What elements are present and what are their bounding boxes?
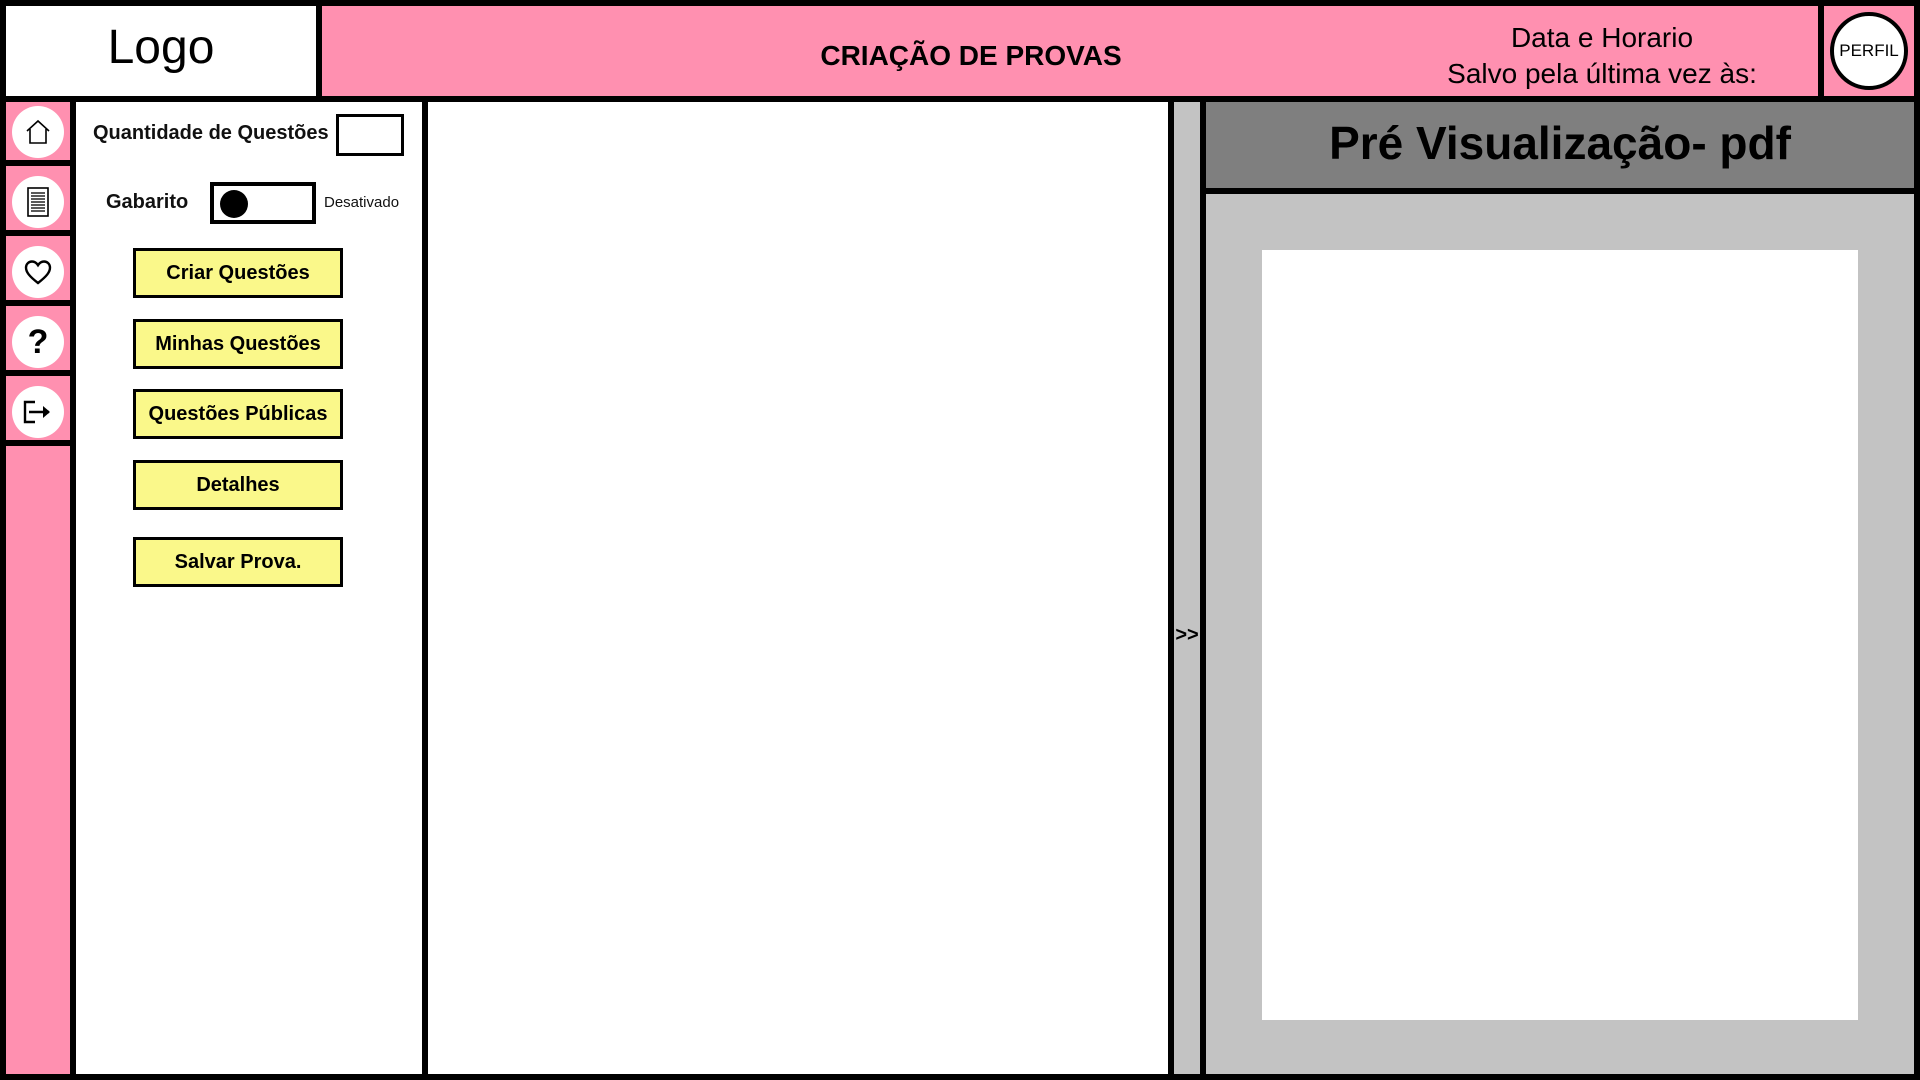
header-bar (322, 6, 1818, 96)
home-icon (23, 117, 53, 147)
pdf-preview-panel (1206, 194, 1914, 1074)
exam-controls-panel (76, 102, 422, 1074)
page-title: CRIAÇÃO DE PROVAS (820, 40, 1122, 71)
help-button[interactable] (12, 316, 64, 368)
preview-header (1206, 102, 1914, 188)
nav-item-exams (6, 172, 70, 236)
nav-item-logout (6, 382, 70, 446)
document-list-icon (23, 185, 53, 219)
answer-key-toggle[interactable] (210, 182, 316, 224)
logout-icon (21, 397, 55, 427)
home-button[interactable] (12, 106, 64, 158)
question-quantity-label: Quantidade de Questões (93, 122, 329, 144)
last-saved-label: Salvo pela última vez às: (1447, 58, 1757, 89)
help-icon: ? (27, 322, 49, 361)
answer-key-status: Desativado (324, 194, 400, 211)
nav-item-home (6, 102, 70, 166)
icon-sidebar (6, 102, 70, 1074)
save-datetime-label: Data e Horario (1510, 22, 1694, 53)
pdf-page (1262, 250, 1858, 1020)
logo-area (6, 6, 316, 96)
collapse-arrows-icon: >> (1175, 624, 1199, 646)
favorites-button[interactable] (12, 246, 64, 298)
nav-item-help (6, 312, 70, 376)
toggle-knob (220, 190, 248, 218)
nav-item-favorites (6, 242, 70, 306)
exam-editor-area[interactable] (428, 102, 1168, 1074)
answer-key-label: Gabarito (106, 191, 189, 213)
save-exam-button[interactable]: Salvar Prova. (133, 537, 343, 587)
preview-collapse-toggle[interactable] (1174, 102, 1200, 1074)
details-button[interactable]: Detalhes (133, 460, 343, 510)
logo: Logo (107, 21, 215, 74)
profile-button[interactable]: PERFIL (1830, 12, 1908, 90)
heart-icon (23, 258, 53, 286)
public-questions-button[interactable]: Questões Públicas (133, 389, 343, 439)
preview-title: Pré Visualização- pdf (1329, 117, 1791, 169)
logout-button[interactable] (12, 386, 64, 438)
exams-button[interactable] (12, 176, 64, 228)
profile-area (1824, 6, 1914, 96)
last-saved-info (1392, 20, 1812, 92)
create-questions-button[interactable]: Criar Questões (133, 248, 343, 298)
my-questions-button[interactable]: Minhas Questões (133, 319, 343, 369)
question-quantity-input[interactable] (336, 114, 404, 156)
